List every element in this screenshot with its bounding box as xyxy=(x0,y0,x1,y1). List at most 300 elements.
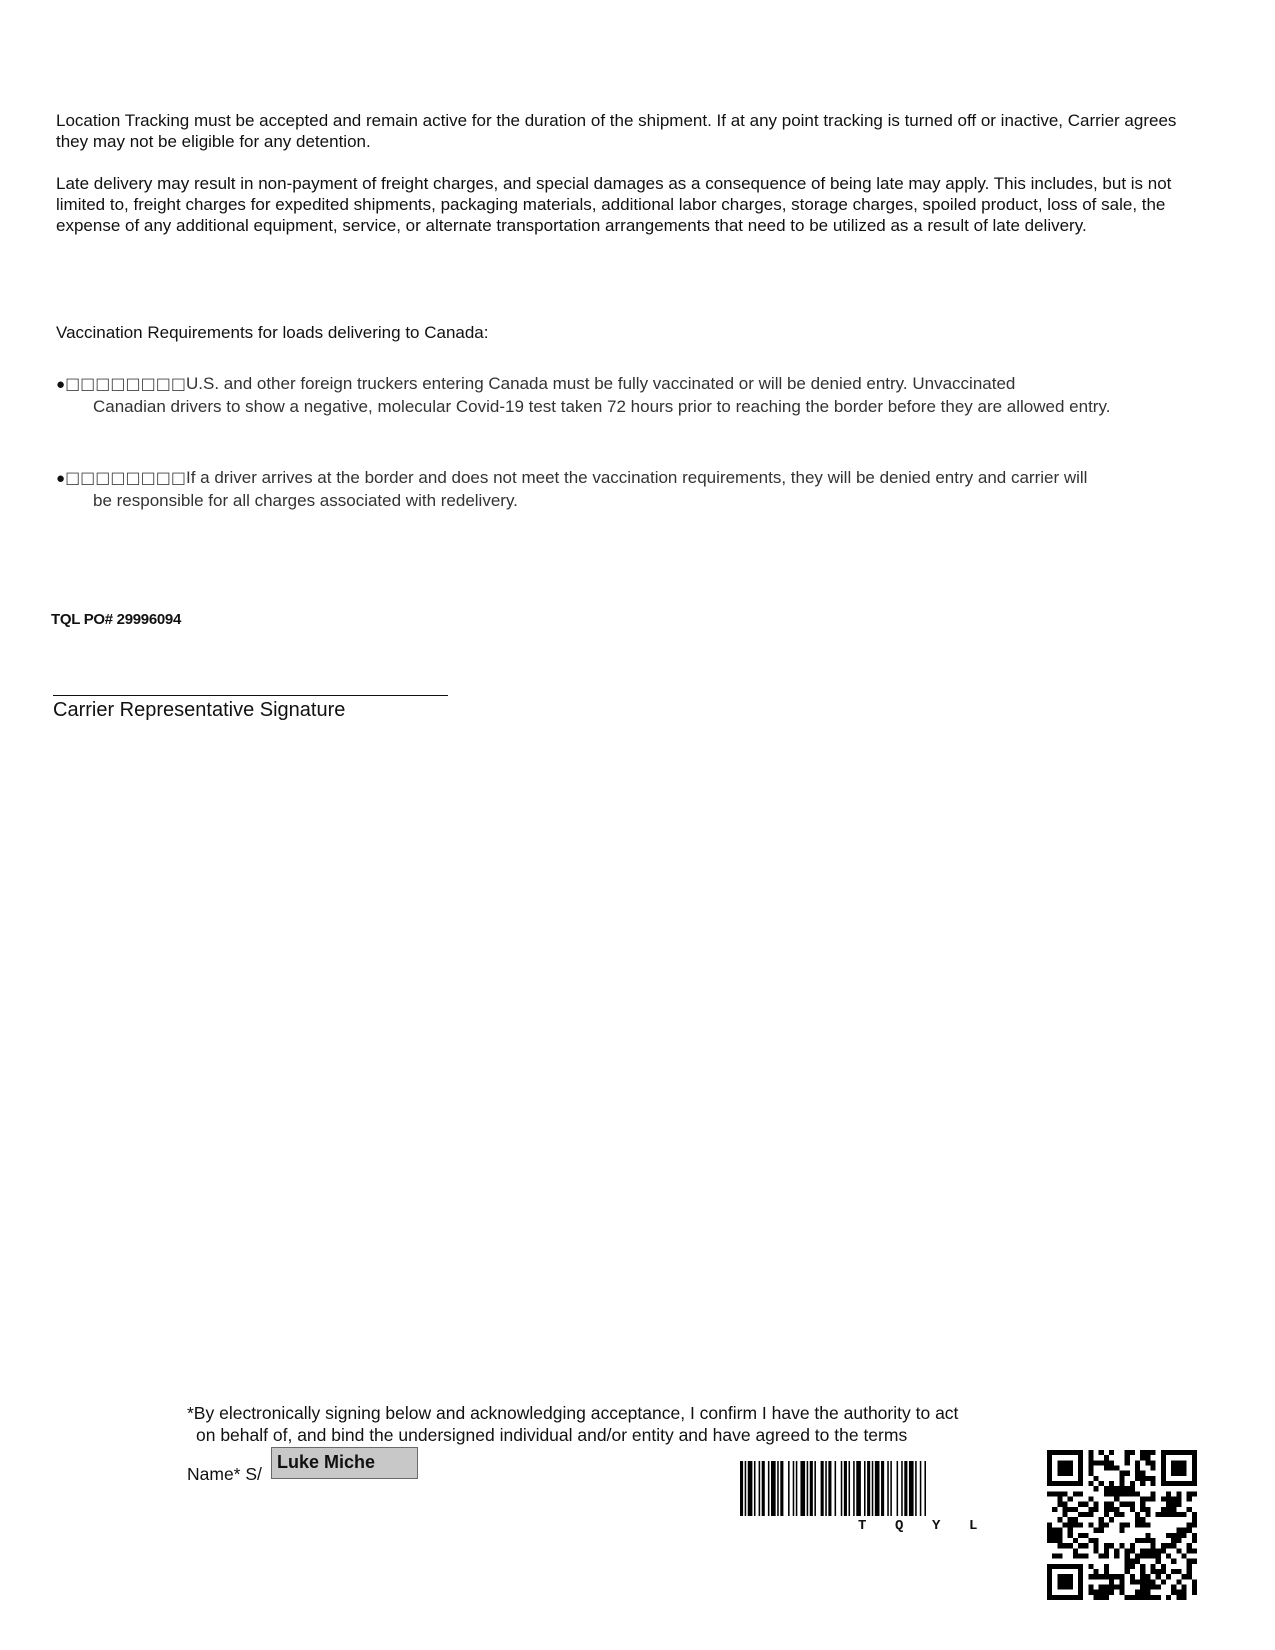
qr-module xyxy=(1104,1564,1109,1569)
qr-module xyxy=(1078,1476,1083,1481)
barcode-bar xyxy=(748,1461,753,1516)
qr-module xyxy=(1135,1553,1140,1558)
qr-module xyxy=(1181,1481,1186,1486)
qr-module xyxy=(1161,1450,1166,1455)
barcode-bar xyxy=(856,1461,861,1516)
qr-module xyxy=(1057,1528,1062,1533)
qr-module xyxy=(1176,1579,1181,1584)
qr-module xyxy=(1063,1522,1068,1527)
qr-module xyxy=(1145,1533,1150,1538)
qr-module xyxy=(1068,1497,1073,1502)
qr-module xyxy=(1114,1548,1119,1553)
qr-module xyxy=(1161,1460,1166,1465)
qr-module xyxy=(1104,1486,1109,1491)
qr-module xyxy=(1104,1522,1109,1527)
qr-module xyxy=(1119,1522,1124,1527)
qr-module xyxy=(1068,1595,1073,1600)
name-signature-field[interactable]: Luke Miche xyxy=(271,1447,418,1479)
qr-module xyxy=(1135,1460,1140,1465)
qr-module xyxy=(1150,1538,1155,1543)
qr-module xyxy=(1176,1595,1181,1600)
qr-module xyxy=(1063,1450,1068,1455)
qr-module xyxy=(1145,1548,1150,1553)
barcode-bar xyxy=(897,1461,899,1516)
qr-module xyxy=(1073,1522,1078,1527)
qr-module xyxy=(1078,1553,1083,1558)
barcode-char: Y xyxy=(932,1518,941,1534)
qr-module xyxy=(1109,1517,1114,1522)
qr-module xyxy=(1156,1512,1161,1517)
qr-module xyxy=(1104,1584,1109,1589)
qr-module xyxy=(1057,1466,1062,1471)
barcode-bar xyxy=(780,1461,783,1516)
qr-module xyxy=(1114,1553,1119,1558)
qr-module xyxy=(1125,1559,1130,1564)
qr-module xyxy=(1150,1595,1155,1600)
qr-module xyxy=(1130,1548,1135,1553)
qr-module xyxy=(1088,1507,1093,1512)
qr-module xyxy=(1063,1595,1068,1600)
qr-module xyxy=(1099,1450,1104,1455)
qr-module xyxy=(1114,1497,1119,1502)
qr-module xyxy=(1052,1595,1057,1600)
qr-module xyxy=(1187,1559,1192,1564)
qr-module xyxy=(1099,1481,1104,1486)
barcode-bar xyxy=(835,1461,837,1516)
qr-module xyxy=(1109,1466,1114,1471)
qr-module xyxy=(1140,1497,1145,1502)
qr-module xyxy=(1119,1486,1124,1491)
qr-module xyxy=(1114,1507,1119,1512)
qr-module xyxy=(1125,1564,1130,1569)
qr-module xyxy=(1161,1497,1166,1502)
qr-module xyxy=(1109,1486,1114,1491)
qr-module xyxy=(1181,1460,1186,1465)
qr-module xyxy=(1166,1595,1171,1600)
qr-module xyxy=(1057,1471,1062,1476)
bullet-dot-icon: ● xyxy=(56,376,66,393)
qr-module xyxy=(1068,1584,1073,1589)
qr-module xyxy=(1145,1512,1150,1517)
qr-module xyxy=(1047,1491,1052,1496)
qr-module xyxy=(1135,1517,1140,1522)
qr-module xyxy=(1057,1497,1062,1502)
qr-module xyxy=(1083,1543,1088,1548)
qr-module xyxy=(1181,1471,1186,1476)
vaccination-bullet-lead: If a driver arrives at the border and does not meet the vaccination requirements, they will be denied entry and carrier will xyxy=(186,468,1088,487)
qr-module xyxy=(1125,1491,1130,1496)
vaccination-bullet-continuation: be responsible for all charges associated with redelivery. xyxy=(93,491,518,510)
barcode-bar xyxy=(828,1461,831,1516)
qr-module xyxy=(1125,1455,1130,1460)
qr-module xyxy=(1047,1564,1052,1569)
vaccination-bullet-continuation: Canadian drivers to show a negative, molecular Covid-19 test taken 72 hours prior to reaching the border before they are allowed entry. xyxy=(93,397,1111,416)
qr-module xyxy=(1109,1579,1114,1584)
qr-module xyxy=(1187,1522,1192,1527)
qr-module xyxy=(1176,1569,1181,1574)
qr-module xyxy=(1078,1543,1083,1548)
qr-module xyxy=(1187,1564,1192,1569)
qr-module xyxy=(1145,1595,1150,1600)
qr-module xyxy=(1068,1564,1073,1569)
qr-module xyxy=(1150,1466,1155,1471)
qr-module xyxy=(1052,1553,1057,1558)
qr-module xyxy=(1192,1579,1197,1584)
qr-module xyxy=(1171,1538,1176,1543)
qr-module xyxy=(1088,1450,1093,1455)
qr-module xyxy=(1125,1460,1130,1465)
barcode-bar xyxy=(904,1461,907,1516)
qr-module xyxy=(1192,1522,1197,1527)
qr-module xyxy=(1114,1486,1119,1491)
qr-module xyxy=(1176,1548,1181,1553)
qr-module xyxy=(1063,1512,1068,1517)
qr-module xyxy=(1094,1538,1099,1543)
qr-module xyxy=(1161,1471,1166,1476)
qr-module xyxy=(1140,1517,1145,1522)
qr-module xyxy=(1104,1553,1109,1558)
qr-module xyxy=(1130,1595,1135,1600)
barcode-bar xyxy=(872,1461,874,1516)
qr-module xyxy=(1047,1569,1052,1574)
qr-module xyxy=(1187,1574,1192,1579)
qr-module xyxy=(1047,1595,1052,1600)
qr-module xyxy=(1150,1497,1155,1502)
qr-module xyxy=(1047,1584,1052,1589)
vaccination-bullet-2 xyxy=(56,467,1196,512)
qr-module xyxy=(1171,1584,1176,1589)
qr-module xyxy=(1109,1450,1114,1455)
qr-module xyxy=(1094,1543,1099,1548)
signature-label: Carrier Representative Signature xyxy=(53,699,346,721)
qr-module xyxy=(1057,1491,1062,1496)
barcode-bar xyxy=(771,1461,776,1516)
qr-module xyxy=(1119,1471,1124,1476)
qr-module xyxy=(1088,1584,1093,1589)
qr-module xyxy=(1088,1466,1093,1471)
qr-module xyxy=(1192,1471,1197,1476)
vaccination-bullet-lead: U.S. and other foreign truckers entering Canada must be fully vaccinated or will be denied entry. Unvaccinated xyxy=(186,374,1016,393)
qr-module xyxy=(1057,1579,1062,1584)
qr-module xyxy=(1140,1548,1145,1553)
qr-module xyxy=(1125,1553,1130,1558)
qr-module xyxy=(1140,1564,1145,1569)
qr-module xyxy=(1073,1481,1078,1486)
qr-module xyxy=(1052,1507,1057,1512)
barcode-char: Q xyxy=(895,1518,904,1534)
qr-module xyxy=(1057,1564,1062,1569)
qr-module xyxy=(1181,1574,1186,1579)
qr-module xyxy=(1192,1559,1197,1564)
qr-module xyxy=(1192,1460,1197,1465)
qr-module xyxy=(1140,1569,1145,1574)
qr-module xyxy=(1166,1481,1171,1486)
qr-module xyxy=(1063,1502,1068,1507)
qr-module xyxy=(1135,1476,1140,1481)
qr-module xyxy=(1119,1528,1124,1533)
qr-module xyxy=(1140,1502,1145,1507)
qr-module xyxy=(1109,1507,1114,1512)
qr-module xyxy=(1088,1497,1093,1502)
qr-module xyxy=(1078,1491,1083,1496)
qr-module xyxy=(1078,1595,1083,1600)
qr-module xyxy=(1176,1512,1181,1517)
qr-module xyxy=(1068,1517,1073,1522)
qr-module xyxy=(1083,1502,1088,1507)
qr-module xyxy=(1057,1553,1062,1558)
barcode-bar xyxy=(754,1461,756,1516)
qr-module xyxy=(1171,1507,1176,1512)
qr-module xyxy=(1063,1579,1068,1584)
qr-module xyxy=(1057,1460,1062,1465)
qr-module xyxy=(1078,1455,1083,1460)
qr-module xyxy=(1161,1476,1166,1481)
qr-module xyxy=(1063,1460,1068,1465)
qr-module xyxy=(1052,1450,1057,1455)
qr-module xyxy=(1047,1528,1052,1533)
qr-module xyxy=(1078,1502,1083,1507)
qr-module xyxy=(1057,1574,1062,1579)
barcode-bar xyxy=(768,1461,770,1516)
qr-module xyxy=(1161,1507,1166,1512)
placeholder-box-glyphs: □□□□□□□□ xyxy=(65,468,186,487)
qr-module xyxy=(1156,1548,1161,1553)
qr-module xyxy=(1192,1450,1197,1455)
qr-module xyxy=(1192,1538,1197,1543)
qr-module xyxy=(1099,1553,1104,1558)
qr-module xyxy=(1078,1460,1083,1465)
qr-module xyxy=(1104,1466,1109,1471)
signature-line[interactable] xyxy=(53,695,448,696)
barcode-char: L xyxy=(969,1518,978,1534)
qr-module xyxy=(1140,1471,1145,1476)
barcode-bar xyxy=(890,1461,892,1516)
qr-module xyxy=(1192,1466,1197,1471)
qr-module xyxy=(1088,1574,1093,1579)
qr-module xyxy=(1068,1533,1073,1538)
qr-module xyxy=(1078,1481,1083,1486)
barcode-bar xyxy=(924,1461,926,1516)
qr-module xyxy=(1063,1543,1068,1548)
qr-module xyxy=(1150,1460,1155,1465)
qr-module xyxy=(1052,1533,1057,1538)
qr-module xyxy=(1078,1564,1083,1569)
qr-module xyxy=(1088,1455,1093,1460)
barcode-bar xyxy=(762,1461,765,1516)
qr-module xyxy=(1068,1481,1073,1486)
qr-module xyxy=(1057,1517,1062,1522)
qr-module xyxy=(1176,1491,1181,1496)
vaccination-heading: Vaccination Requirements for loads delivering to Canada: xyxy=(56,323,489,342)
qr-module xyxy=(1099,1595,1104,1600)
qr-module xyxy=(1094,1486,1099,1491)
qr-module xyxy=(1094,1502,1099,1507)
qr-module xyxy=(1063,1564,1068,1569)
qr-module xyxy=(1192,1481,1197,1486)
qr-module xyxy=(1181,1450,1186,1455)
qr-module xyxy=(1145,1476,1150,1481)
qr-module xyxy=(1099,1590,1104,1595)
qr-module xyxy=(1114,1584,1119,1589)
qr-module xyxy=(1094,1507,1099,1512)
qr-module xyxy=(1052,1538,1057,1543)
qr-module xyxy=(1166,1497,1171,1502)
late-delivery-terms-paragraph: Late delivery may result in non-payment of freight charges, and special damages as a consequence of being late may apply. This includes, but is not limited to, freight charges for expedited shipments, packaging materials, additional labor charges, storage charges, spoiled product, loss of sale, the expense of any additional equipment, service, or alternate transportation arrangements that need to be utilized as a result of late delivery. xyxy=(56,174,1172,235)
qr-module xyxy=(1094,1574,1099,1579)
barcode-bar xyxy=(920,1461,922,1516)
qr-module xyxy=(1057,1533,1062,1538)
barcode-bar xyxy=(853,1461,855,1516)
qr-module xyxy=(1135,1512,1140,1517)
qr-module xyxy=(1140,1590,1145,1595)
qr-module xyxy=(1057,1538,1062,1543)
qr-module xyxy=(1161,1543,1166,1548)
qr-module xyxy=(1125,1569,1130,1574)
qr-module xyxy=(1063,1466,1068,1471)
qr-module xyxy=(1166,1574,1171,1579)
qr-module xyxy=(1063,1481,1068,1486)
qr-module xyxy=(1104,1574,1109,1579)
qr-module xyxy=(1187,1491,1192,1496)
qr-module xyxy=(1156,1569,1161,1574)
qr-module xyxy=(1171,1502,1176,1507)
qr-module xyxy=(1088,1512,1093,1517)
qr-module xyxy=(1094,1590,1099,1595)
qr-module xyxy=(1176,1460,1181,1465)
qr-module xyxy=(1192,1455,1197,1460)
qr-module xyxy=(1119,1579,1124,1584)
qr-module xyxy=(1047,1466,1052,1471)
qr-module xyxy=(1094,1548,1099,1553)
name-label: Name* S/ xyxy=(187,1464,262,1484)
qr-module xyxy=(1156,1559,1161,1564)
qr-module xyxy=(1088,1590,1093,1595)
qr-module xyxy=(1176,1528,1181,1533)
qr-module xyxy=(1161,1579,1166,1584)
qr-module xyxy=(1068,1574,1073,1579)
qr-module xyxy=(1192,1512,1197,1517)
qr-module xyxy=(1125,1548,1130,1553)
qr-module xyxy=(1083,1533,1088,1538)
qr-module xyxy=(1099,1584,1104,1589)
qr-module xyxy=(1094,1569,1099,1574)
qr-module xyxy=(1140,1455,1145,1460)
qr-module xyxy=(1125,1595,1130,1600)
barcode-bar xyxy=(844,1461,847,1516)
qr-module xyxy=(1161,1548,1166,1553)
qr-module xyxy=(1181,1584,1186,1589)
qr-module xyxy=(1094,1595,1099,1600)
qr-module xyxy=(1145,1455,1150,1460)
qr-module xyxy=(1161,1455,1166,1460)
qr-module xyxy=(1119,1491,1124,1496)
qr-module xyxy=(1171,1471,1176,1476)
qr-module xyxy=(1166,1553,1171,1558)
qr-module xyxy=(1140,1507,1145,1512)
qr-module xyxy=(1073,1507,1078,1512)
qr-module xyxy=(1104,1512,1109,1517)
qr-module xyxy=(1125,1486,1130,1491)
qr-module xyxy=(1176,1590,1181,1595)
qr-module xyxy=(1104,1455,1109,1460)
barcode-bar xyxy=(901,1461,903,1516)
qr-module xyxy=(1150,1579,1155,1584)
qr-module xyxy=(1135,1538,1140,1543)
acknowledgement-line-1: *By electronically signing below and acknowledging acceptance, I confirm I have the authority to act xyxy=(187,1403,959,1423)
qr-module xyxy=(1150,1553,1155,1558)
barcode-bar xyxy=(881,1461,884,1516)
barcode-bar xyxy=(849,1461,851,1516)
barcode-bar xyxy=(807,1461,809,1516)
qr-module xyxy=(1135,1466,1140,1471)
qr-module xyxy=(1104,1595,1109,1600)
qr-module xyxy=(1192,1476,1197,1481)
qr-module xyxy=(1063,1507,1068,1512)
qr-module xyxy=(1109,1460,1114,1465)
qr-module xyxy=(1192,1517,1197,1522)
acknowledgement-line-2: on behalf of, and bind the undersigned individual and/or entity and have agreed to the terms xyxy=(196,1425,908,1445)
qr-module xyxy=(1130,1564,1135,1569)
barcode-bar xyxy=(821,1461,824,1516)
qr-module xyxy=(1119,1512,1124,1517)
qr-module xyxy=(1181,1553,1186,1558)
qr-module xyxy=(1104,1460,1109,1465)
qr-module xyxy=(1187,1548,1192,1553)
qr-module xyxy=(1114,1574,1119,1579)
qr-module xyxy=(1083,1553,1088,1558)
qr-module xyxy=(1047,1533,1052,1538)
barcode-bar xyxy=(800,1461,805,1516)
barcode-bar xyxy=(841,1461,843,1516)
qr-module xyxy=(1088,1471,1093,1476)
qr-module xyxy=(1145,1590,1150,1595)
qr-module xyxy=(1135,1590,1140,1595)
qr-module xyxy=(1145,1579,1150,1584)
qr-module xyxy=(1104,1502,1109,1507)
qr-module xyxy=(1181,1595,1186,1600)
qr-module xyxy=(1052,1481,1057,1486)
qr-module xyxy=(1109,1543,1114,1548)
qr-module xyxy=(1052,1491,1057,1496)
qr-module xyxy=(1171,1481,1176,1486)
qr-module xyxy=(1161,1569,1166,1574)
tracking-terms-paragraph: Location Tracking must be accepted and remain active for the duration of the shipment. If at any point tracking is turned off or inactive, Carrier agrees they may not be eligible for any detention. xyxy=(56,111,1177,151)
qr-module xyxy=(1176,1533,1181,1538)
qr-module xyxy=(1192,1533,1197,1538)
barcode-bar xyxy=(825,1461,827,1516)
qr-module xyxy=(1063,1584,1068,1589)
qr-module xyxy=(1171,1497,1176,1502)
bullet-dot-icon: ● xyxy=(56,470,66,487)
qr-module xyxy=(1078,1512,1083,1517)
qr-module xyxy=(1109,1574,1114,1579)
qr-module xyxy=(1099,1517,1104,1522)
qr-module xyxy=(1047,1455,1052,1460)
qr-module xyxy=(1140,1481,1145,1486)
qr-module xyxy=(1104,1569,1109,1574)
qr-module xyxy=(1171,1533,1176,1538)
qr-module xyxy=(1187,1497,1192,1502)
qr-module xyxy=(1057,1595,1062,1600)
qr-module xyxy=(1078,1471,1083,1476)
qr-module xyxy=(1161,1512,1166,1517)
qr-module xyxy=(1135,1579,1140,1584)
qr-module xyxy=(1150,1584,1155,1589)
barcode-bar xyxy=(796,1461,798,1516)
qr-module xyxy=(1145,1460,1150,1465)
qr-module xyxy=(1088,1481,1093,1486)
qr-module xyxy=(1078,1533,1083,1538)
